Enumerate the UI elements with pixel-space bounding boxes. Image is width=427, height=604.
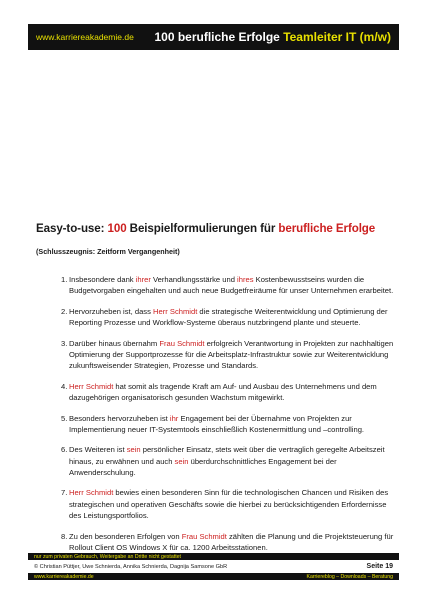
list-item-text <box>69 338 396 372</box>
main-content <box>36 222 396 562</box>
list-item-number: 3. <box>61 338 68 348</box>
list-item-segment: Kostenbewusstseins wurden die Budgetvorgaben eingehalten und auch neue Budgetfreiräume für unser Unternehmen erarbeitet. <box>69 275 394 296</box>
header-title <box>154 30 391 44</box>
list-item-text <box>69 306 396 329</box>
list-item <box>36 274 396 297</box>
list-item-segment-highlight: ihrer <box>135 275 151 284</box>
list-item-number: 2. <box>61 306 68 316</box>
list-item-segment: Verhandlungsstärke und <box>150 275 238 284</box>
footer-links: Karriereblog – Downloads – Beratung <box>306 573 393 580</box>
list-item <box>36 531 396 554</box>
list-item-segment-highlight: sein <box>174 456 189 466</box>
list-item <box>36 338 396 372</box>
list-item-segment-highlight: Frau Schmidt <box>181 531 227 541</box>
list-item-text <box>69 531 396 554</box>
footer-notice: nur zum privaten Gebrauch, Weitergabe an Dritte nicht gestattet <box>34 553 181 560</box>
heading-segment: Beispielformulierungen für <box>126 222 279 235</box>
list-item-segment: die strategische Weiterentwicklung und Optimierung der Reporting Prozesse und Workflow-Systeme überaus nutzbringend plante und steuerte. <box>69 306 388 328</box>
list-item <box>36 413 396 436</box>
list-item-number: 1. <box>61 275 68 284</box>
list-item-segment-highlight: ihr <box>169 413 179 423</box>
list-item-segment: bewies einen besonderen Sinn für die technologischen Chancen und Risiken des strategischen und operativen Geschäfts sowie die hierbei zu berücksichtigenden Erfordernisse des Leistungsportfolios. <box>69 488 389 521</box>
list-item-segment: zählten die Planung und die Projektsteuerung für Rollout Client OS Windows X für ca. 1200 Arbeitsstationen. <box>69 531 394 553</box>
list-item-text <box>69 413 396 436</box>
list-item-segment-highlight: sein <box>126 445 141 455</box>
footer-site-url: www.karriereakademie.de <box>34 573 94 580</box>
list-item-segment: Insbesondere dank <box>69 275 136 284</box>
list-item-text <box>69 487 396 521</box>
list-item-number: 7. <box>61 488 68 498</box>
list-item-segment-highlight: ihres <box>237 275 254 284</box>
header-bar <box>28 24 399 50</box>
list-item-text <box>69 444 396 478</box>
list-item-number: 4. <box>61 381 68 391</box>
list-item-segment-highlight: Herr Schmidt <box>69 488 114 498</box>
list-item-segment: persönlicher Einsatz, stets weit über die vertraglich geregelte Arbeitszeit hinaus, zu erwähnen und auch <box>69 445 385 466</box>
footer-links-bar <box>28 573 399 580</box>
page-number: Seite 19 <box>366 563 393 570</box>
list-item-segment-highlight: Herr Schmidt <box>69 381 114 391</box>
footer-notice-bar <box>28 553 399 560</box>
list-item-number: 6. <box>61 445 68 455</box>
formulations-list <box>36 274 396 553</box>
heading-segment: Easy-to-use: <box>36 222 108 235</box>
list-item <box>36 487 396 521</box>
list-item-segment: Besonders hervorzuheben ist <box>69 413 170 423</box>
list-item <box>36 306 396 329</box>
list-item-segment: Des Weiteren ist <box>69 445 127 455</box>
footer-copyright: © Christian Püttjer, Uwe Schnierda, Annika Schnierda, Dagnija Samsone GbR <box>34 563 228 570</box>
list-item-number: 8. <box>61 531 68 541</box>
page-heading <box>36 222 396 235</box>
heading-segment-highlight: berufliche Erfolge <box>278 222 376 235</box>
list-item-segment: hat somit als tragende Kraft am Auf- und Ausbau des Unternehmens und dem dazugehörigen organisatorisch gesunden Wachstum mitgewirkt. <box>69 381 377 403</box>
list-item-segment: Zu den besonderen Erfolgen von <box>69 531 182 541</box>
heading-segment-highlight: 100 <box>107 222 127 235</box>
list-item-segment-highlight: Frau Schmidt <box>159 338 205 348</box>
list-item <box>36 444 396 478</box>
list-item-segment-highlight: Herr Schmidt <box>153 306 198 316</box>
list-item-text <box>69 274 396 297</box>
footer <box>28 553 399 580</box>
list-item-number: 5. <box>61 413 68 423</box>
subheading: (Schlusszeugnis: Zeitform Vergangenheit) <box>36 247 180 256</box>
footer-info-row <box>28 560 399 573</box>
list-item-segment: Hervorzuheben ist, dass <box>69 306 153 316</box>
header-title-segment: 100 berufliche Erfolge <box>154 30 284 44</box>
list-item-segment: erfolgreich Verantwortung in Projekten zur nachhaltigen Optimierung der Supportprozesse für die Arbeitsplatz-Infrastruktur sowie zur Weiterentwicklung zukunftsweisender Strategien, Prozesse und Standards. <box>69 338 394 371</box>
list-item-segment: Darüber hinaus übernahm <box>69 338 160 348</box>
header-site-url: www.karriereakademie.de <box>36 32 134 42</box>
header-title-segment-highlight: Teamleiter IT (m/w) <box>283 30 391 44</box>
list-item <box>36 381 396 404</box>
list-item-segment: Engagement bei der Übernahme von Projekten zur Implementierung neuer IT-Systemtools einschließlich Kostenermittlung und –controlling. <box>69 413 365 434</box>
list-item-segment: überdurchschnittliches Engagement bei der Anwenderschulung. <box>69 456 337 478</box>
list-item-text <box>69 381 396 404</box>
